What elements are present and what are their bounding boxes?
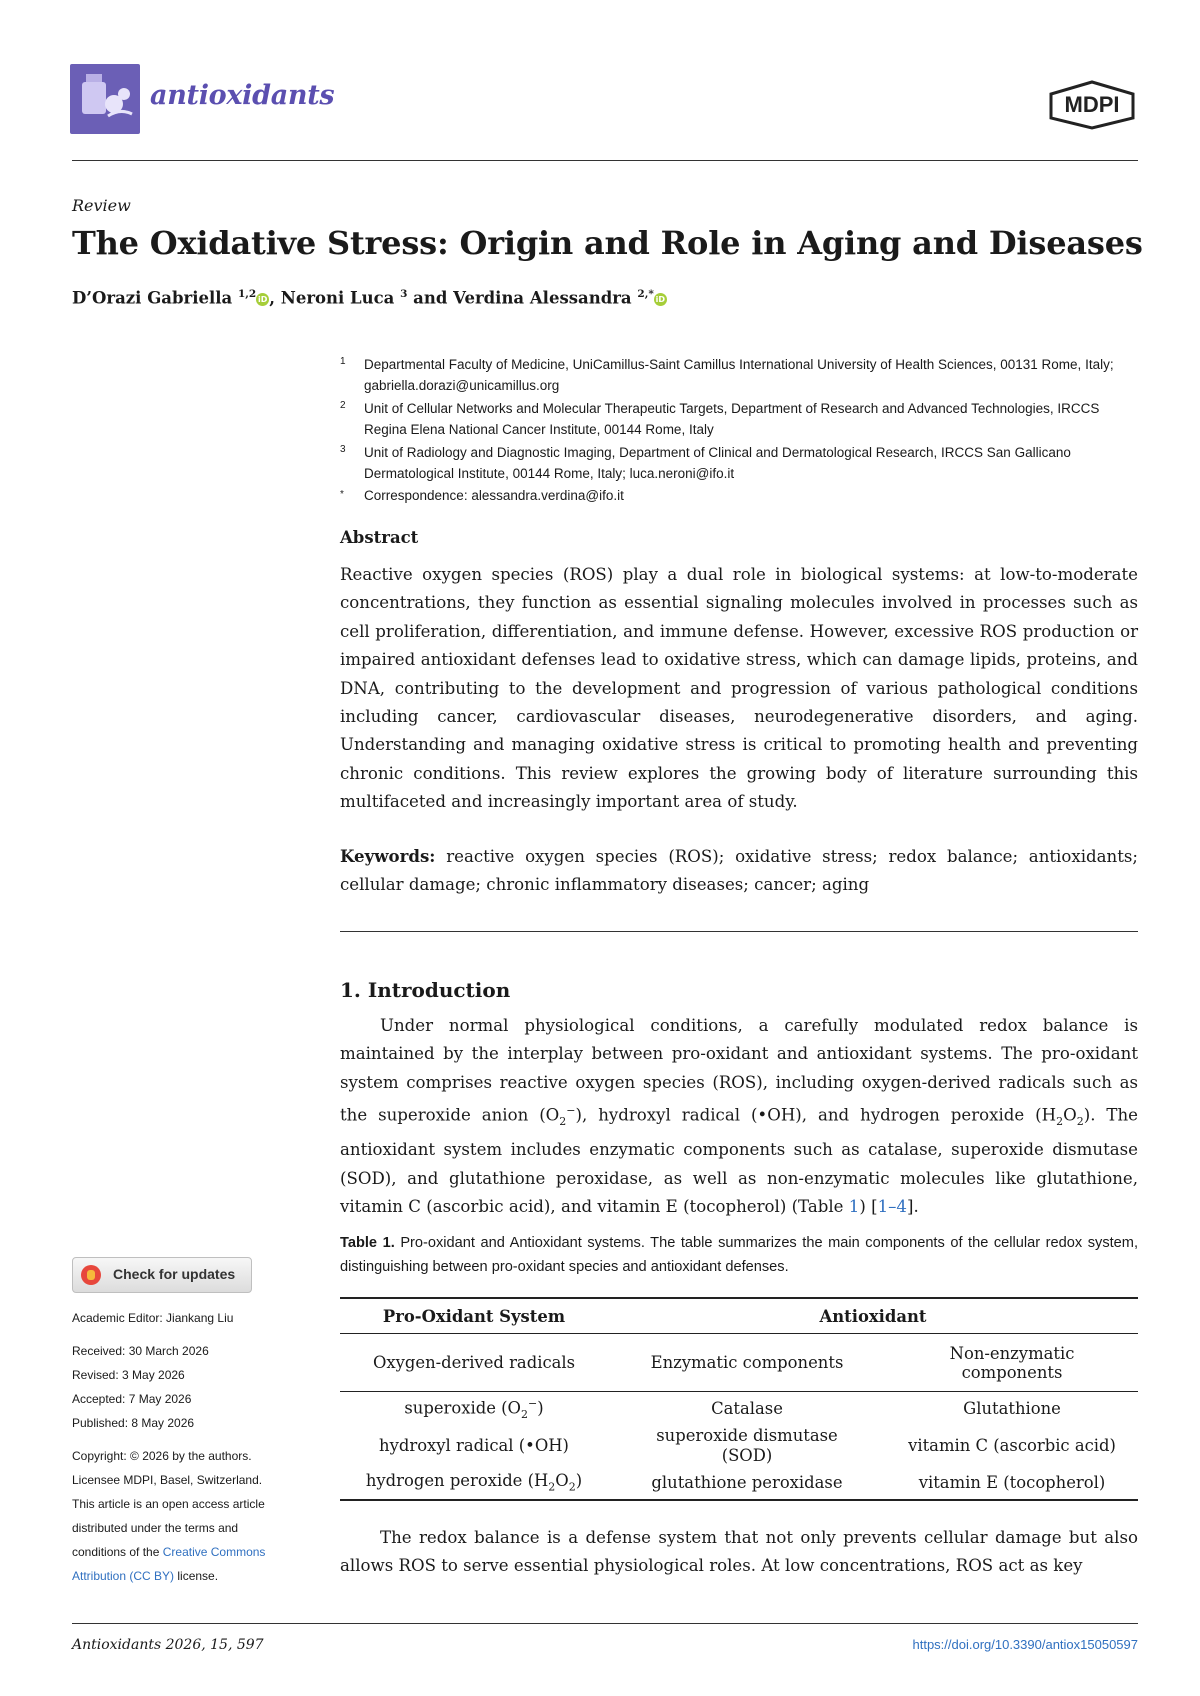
cell-text: ) bbox=[575, 1470, 583, 1490]
license-line bbox=[72, 1564, 218, 1588]
table-cell: vitamin C (ascorbic acid) bbox=[908, 1436, 1116, 1455]
author-affil-sup: 2,* bbox=[637, 288, 654, 300]
table-subheader: Non-enzymatic components bbox=[949, 1343, 1075, 1382]
journal-logo-icon bbox=[70, 64, 140, 134]
license-link[interactable]: Attribution (CC BY) bbox=[72, 1569, 175, 1583]
author-affil-sup: 1,2 bbox=[237, 288, 257, 300]
doi-link[interactable]: https://doi.org/10.3390/antiox15050597 bbox=[912, 1637, 1138, 1652]
cell-text: O bbox=[555, 1470, 569, 1490]
keywords-label: Keywords: bbox=[340, 846, 436, 866]
table-header: Antioxidant bbox=[819, 1306, 927, 1326]
keywords bbox=[340, 842, 1138, 900]
author-name[interactable]: Neroni Luca bbox=[280, 288, 395, 308]
publisher-name: MDPI bbox=[1064, 92, 1120, 117]
intro-paragraph: Under normal physiological conditions, a carefully modulated redox balance is maintained by the interplay between pro-oxidant and antioxidant systems. The pro-oxidant system comprises reactive oxygen species (ROS), including oxygen-derived radicals such as the superoxide anion $(O_2^-)$, hydroxyl radical (•OH), and hydrogen peroxide $(H_2O_2)$. The antioxidant system includes enzymatic components such as catalase, superoxide dismutase (SOD), and glutathione peroxidase, as well as non-enzymatic molecules like glutathione, vitamin C (ascorbic acid), and vitamin E (tocopherol) (Table 1) [1–4]. bbox=[340, 1016, 1138, 1217]
text-run: ), hydroxyl radical (•OH), and hydrogen peroxide (H bbox=[575, 1105, 1057, 1125]
published-date: Published: 8 May 2026 bbox=[72, 1416, 195, 1430]
abstract-heading: Abstract bbox=[340, 528, 419, 547]
text-run: ). The antioxidant system includes enzymatic components such as catalase, superoxide dismutase (SOD), and glutathione peroxidase, as well as non-enzymatic molecules like glutathione, vitamin C (ascorbic acid), and vitamin E (tocopherol) (Table bbox=[340, 1105, 1138, 1217]
affiliation-text: Departmental Faculty of Medicine, UniCamillus-Saint Camillus International University of Health Sciences, 00131 Rome, Italy; gabriella.dorazi@unicamillus.org bbox=[364, 357, 1114, 393]
text-run: O bbox=[1063, 1105, 1077, 1125]
correspondence bbox=[340, 485, 1140, 507]
subscript: 2 bbox=[520, 1407, 528, 1421]
cell-text: hydrogen peroxide (H bbox=[365, 1470, 549, 1490]
cell-text: ) bbox=[537, 1398, 544, 1418]
academic-editor: Academic Editor: Jiankang Liu bbox=[72, 1311, 234, 1325]
abstract-text: Reactive oxygen species (ROS) play a dual role in biological systems: at low-to-moderate concentrations, they function as essential signaling molecules involved in processes such as cell proliferation, differentiation, and immune defense. However, excessive ROS production or impaired antioxidant defenses lead to oxidative stress, which can damage lipids, proteins, and DNA, contributing to the development and progression of various pathological conditions including cancer, cardiovascular diseases, neurodegenerative disorders, and aging. Understanding and managing oxidative stress is critical to promoting health and preventing chronic conditions. This review explores the growing body of literature surrounding this multifaceted and increasingly important area of study. bbox=[340, 565, 1138, 812]
table-subheader: Oxygen-derived radicals bbox=[372, 1353, 576, 1372]
affiliation-text: Unit of Radiology and Diagnostic Imaging, Department of Clinical and Dermatological Research, IRCCS San Gallicano Dermatological Institute, 00144 Rome, Italy; luca.neroni@ifo.it bbox=[364, 445, 1071, 481]
article-title: The Oxidative Stress: Origin and Role in Aging and Diseases bbox=[72, 224, 1143, 262]
table-subheader: Enzymatic components bbox=[650, 1353, 844, 1372]
table-cell: glutathione peroxidase bbox=[651, 1472, 843, 1492]
author-separator: , bbox=[269, 288, 275, 308]
table-cell: Catalase bbox=[711, 1399, 783, 1419]
intro-paragraph: The redox balance is a defense system that not only prevents cellular damage but also allows ROS to serve essential physiological roles. At low concentrations, ROS act as key bbox=[340, 1528, 1138, 1576]
accepted-date: Accepted: 7 May 2026 bbox=[72, 1392, 192, 1406]
table-ref-link[interactable]: 1 bbox=[848, 1197, 860, 1217]
affiliation-text: Unit of Cellular Networks and Molecular Therapeutic Targets, Department of Research and Advanced Technologies, IRCCS Regina Elena National Cancer Institute, 00144 Rome, Italy bbox=[364, 401, 1100, 437]
affiliation-text: Correspondence: alessandra.verdina@ifo.it bbox=[364, 488, 624, 503]
author-list bbox=[72, 288, 667, 308]
header-rule bbox=[72, 160, 1138, 161]
author-name[interactable]: D’Orazi Gabriella bbox=[72, 288, 233, 308]
table-caption-text: Pro-oxidant and Antioxidant systems. The table summarizes the main components of the cellular redox system, distinguishing between pro-oxidant species and antioxidant defenses. bbox=[340, 1235, 1138, 1275]
table-cell: vitamin E (tocopherol) bbox=[918, 1472, 1106, 1492]
author-affil-sup: 3 bbox=[400, 288, 408, 300]
copyright-line: Copyright: © 2026 by the authors. bbox=[72, 1449, 252, 1463]
license-line bbox=[72, 1540, 265, 1564]
table-cell: Glutathione bbox=[963, 1399, 1061, 1419]
copyright-line: Licensee MDPI, Basel, Switzerland. bbox=[72, 1473, 263, 1487]
section-heading: 1. Introduction bbox=[340, 978, 511, 1002]
table-caption bbox=[340, 1231, 1138, 1279]
text-run: Under normal physiological conditions, a carefully modulated redox balance is maintained by the interplay between pro-oxidant and antioxidant systems. The pro-oxidant system comprises reactive oxygen species (ROS), including oxygen-derived radicals such as the superoxide anion (O bbox=[340, 1016, 1138, 1125]
copyright-line: distributed under the terms and bbox=[72, 1521, 239, 1535]
author-separator: and bbox=[413, 288, 448, 308]
superscript: − bbox=[527, 1396, 538, 1410]
check-for-updates-label: Check for updates bbox=[113, 1266, 236, 1282]
affiliation-number: 3 bbox=[340, 444, 346, 455]
cell-text: superoxide (O bbox=[404, 1398, 521, 1418]
table-cell: superoxide dismutase (SOD) bbox=[656, 1425, 838, 1465]
table-cell bbox=[340, 1466, 608, 1500]
orcid-icon[interactable]: iD bbox=[258, 294, 268, 304]
affiliation bbox=[340, 442, 1140, 484]
footer-citation: Antioxidants 2026, 15, 597 bbox=[72, 1637, 264, 1653]
table-caption-label: Table 1. bbox=[340, 1235, 395, 1251]
received-date: Received: 30 March 2026 bbox=[72, 1344, 209, 1358]
author-name[interactable]: Verdina Alessandra bbox=[453, 288, 632, 308]
publisher-logo bbox=[1047, 80, 1137, 130]
table-cell: hydroxyl radical (•OH) bbox=[379, 1436, 569, 1455]
table-cell bbox=[340, 1392, 608, 1426]
affiliation bbox=[340, 398, 1140, 440]
citation-link[interactable]: 1–4 bbox=[877, 1197, 907, 1217]
affiliation bbox=[340, 354, 1140, 396]
affiliation-number: 2 bbox=[340, 400, 346, 411]
revised-date: Revised: 3 May 2026 bbox=[72, 1368, 185, 1382]
subscript: 2 bbox=[548, 1480, 556, 1494]
copyright-line: This article is an open access article bbox=[72, 1497, 265, 1511]
footer-rule bbox=[72, 1623, 1138, 1624]
subscript: 2 bbox=[568, 1480, 576, 1494]
license-text: license. bbox=[174, 1569, 219, 1583]
update-icon bbox=[81, 1265, 101, 1285]
check-for-updates-button[interactable] bbox=[72, 1257, 252, 1293]
journal-name: antioxidants bbox=[150, 80, 335, 111]
table-header: Pro-Oxidant System bbox=[382, 1306, 566, 1326]
orcid-icon[interactable]: iD bbox=[655, 294, 666, 304]
affiliation-number: 1 bbox=[340, 356, 346, 367]
journal-logo bbox=[70, 64, 140, 134]
text-run: ) [ bbox=[859, 1197, 878, 1217]
affiliation-number: * bbox=[340, 489, 344, 500]
license-link[interactable]: Creative Commons bbox=[162, 1545, 266, 1559]
text-run: ]. bbox=[906, 1197, 919, 1217]
article-type: Review bbox=[72, 196, 131, 215]
license-text: conditions of the bbox=[72, 1545, 163, 1559]
keywords-text: reactive oxygen species (ROS); oxidative stress; redox balance; antioxidants; cellular damage; chronic inflammatory diseases; cancer; aging bbox=[340, 847, 1138, 895]
redox-table bbox=[340, 1297, 1138, 1501]
abstract-rule bbox=[340, 931, 1138, 932]
